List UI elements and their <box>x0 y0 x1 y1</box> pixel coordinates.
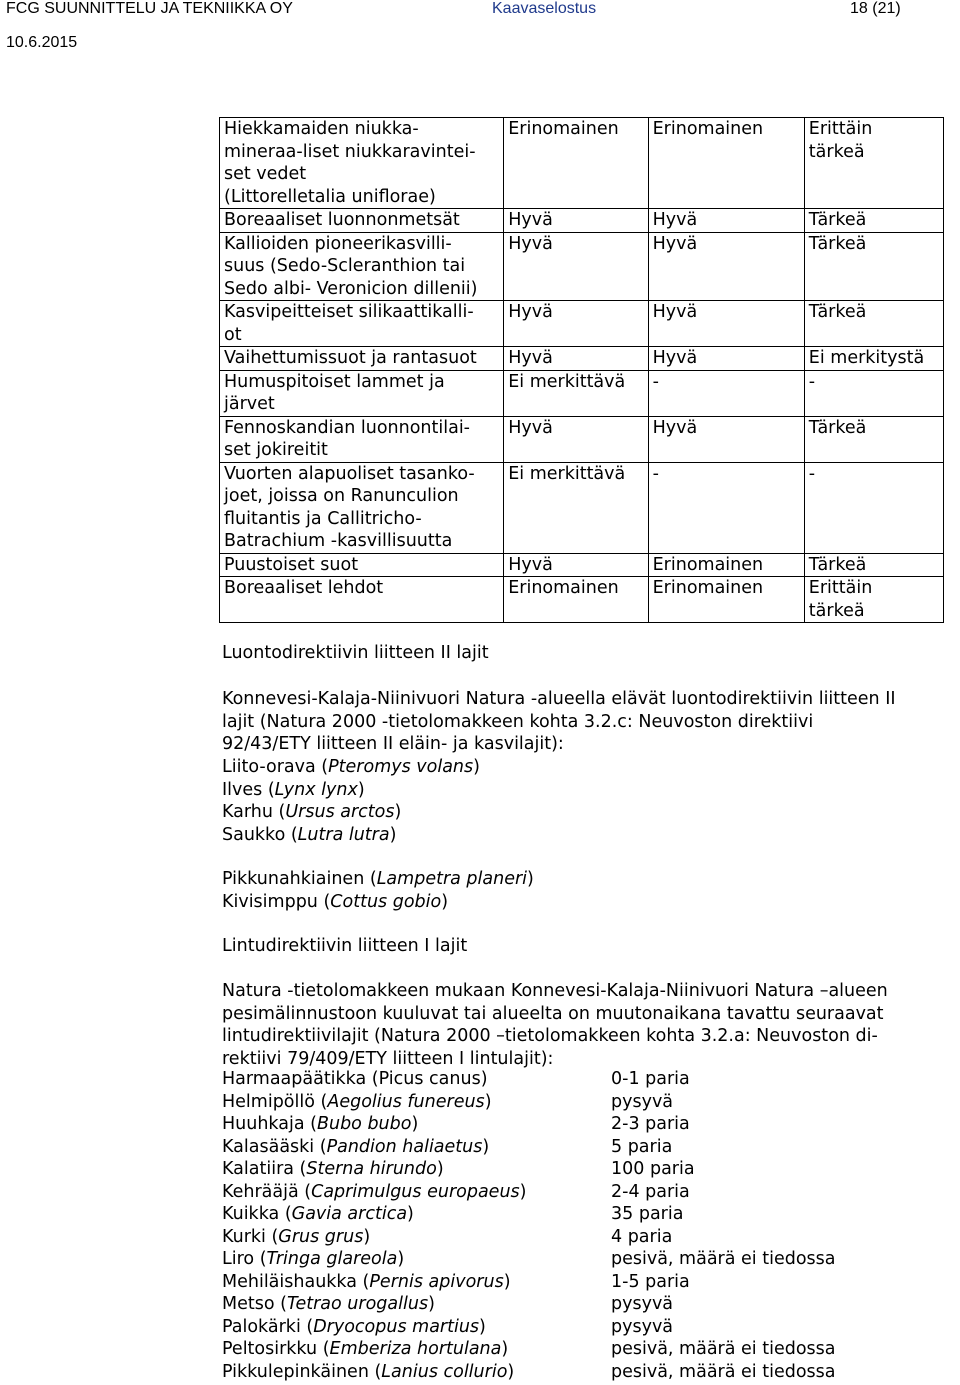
species-line: Palokärki (Dryocopus martius) <box>222 1316 486 1337</box>
importance-cell <box>804 553 943 577</box>
bird-status: 2-3 paria <box>611 1114 690 1134</box>
bird-status: 2-4 paria <box>611 1181 690 1202</box>
bird-status: 5 paria <box>611 1136 673 1157</box>
habitat-name-line: Boreaaliset luonnonmetsät <box>224 210 460 230</box>
bird-status: 1-5 paria <box>611 1271 690 1292</box>
habitat-name-line: Batrachium -kasvillisuutta <box>224 531 453 551</box>
species-common-name: Huuhkaja <box>222 1114 305 1134</box>
table-row <box>220 577 944 623</box>
species-latin-name: Sterna hirundo <box>306 1159 437 1179</box>
species-latin-name: Grus grus <box>278 1226 364 1247</box>
page-header <box>0 0 960 20</box>
species-common-name: Liro <box>222 1249 255 1269</box>
species-common-name: Harmaapäätikka <box>222 1069 367 1089</box>
bird-status: 35 paria <box>611 1204 684 1224</box>
species-common-name: Kuikka <box>222 1204 280 1224</box>
table-row <box>220 347 944 371</box>
table-row <box>220 118 944 209</box>
species-line: Kuikka (Gavia arctica) <box>222 1204 414 1224</box>
habitat-name-line: Fennoskandian luonnontilai- <box>224 417 470 438</box>
species-latin-name: Lutra lutra <box>297 824 390 845</box>
conservation-cell: Erinomainen <box>648 577 804 623</box>
importance-line: Tärkeä <box>808 302 867 322</box>
representativity-cell: Hyvä <box>504 347 648 371</box>
conservation-cell: Hyvä <box>648 301 804 347</box>
species-intro <box>222 688 896 756</box>
species-common-name: Karhu <box>222 802 273 822</box>
species-common-name: Metso <box>222 1294 275 1314</box>
habitat-name-cell <box>220 209 504 233</box>
bird-row <box>222 1271 690 1294</box>
bird-row <box>222 1113 690 1136</box>
habitat-name-line: mineraa-liset niukkaravintei- <box>224 141 476 162</box>
bird-row <box>222 1158 695 1181</box>
representativity-cell: Erinomainen <box>504 118 648 209</box>
importance-cell <box>804 577 943 623</box>
bird-row <box>222 1203 684 1226</box>
habitat-name-line: joet, joissa on Ranunculion <box>224 486 459 506</box>
habitat-name-cell <box>220 232 504 301</box>
habitat-name-line: järvet <box>224 394 275 414</box>
bird-row <box>222 1338 836 1361</box>
table-row <box>220 553 944 577</box>
habitat-name-line: suus (Sedo-Scleranthion tai <box>224 256 466 276</box>
species-heading: Luontodirektiivin liitteen II lajit <box>222 643 489 663</box>
habitat-name-line: fluitantis ja Callitricho- <box>224 508 422 529</box>
conservation-cell: Erinomainen <box>648 118 804 209</box>
bird-status: pysyvä <box>611 1316 674 1337</box>
species-common-name: Helmipöllö <box>222 1091 315 1112</box>
mammal-list <box>222 756 480 846</box>
importance-cell <box>804 118 943 209</box>
species-common-name: Kivisimppu <box>222 891 318 912</box>
species-latin-name: Pandion haliaetus <box>326 1136 483 1157</box>
species-line: Liro (Tringa glareola) <box>222 1249 405 1269</box>
species-line: Peltosirkku (Emberiza hortulana) <box>222 1339 509 1359</box>
importance-cell <box>804 347 943 371</box>
species-common-name: Liito-orava <box>222 757 316 777</box>
species-common-name: Kalasääski <box>222 1136 315 1157</box>
species-line: Kalatiira (Sterna hirundo) <box>222 1159 444 1179</box>
importance-cell <box>804 232 943 301</box>
habitat-name-line: Boreaaliset lehdot <box>224 578 384 598</box>
habitat-name-cell <box>220 370 504 416</box>
species-line: Huuhkaja (Bubo bubo) <box>222 1114 419 1134</box>
species-common-name: Pikkulepinkäinen <box>222 1361 369 1382</box>
birds-intro-line: Natura -tietolomakkeen mukaan Konnevesi-Kalaja-Niinivuori Natura –alueen <box>222 981 888 1001</box>
species-line: Saukko (Lutra lutra) <box>222 824 397 845</box>
habitat-name-cell <box>220 577 504 623</box>
birds-heading: Lintudirektiivin liitteen I lajit <box>222 936 468 956</box>
habitat-name-line: ot <box>224 324 242 345</box>
species-line: Liito-orava (Pteromys volans) <box>222 757 480 777</box>
habitat-name-line: Kasvipeitteiset silikaattikalli- <box>224 302 474 322</box>
species-line: Karhu (Ursus arctos) <box>222 802 402 822</box>
conservation-cell: Hyvä <box>648 232 804 301</box>
importance-line: tärkeä <box>808 141 865 162</box>
species-latin-name: Tetrao urogallus <box>286 1294 429 1314</box>
habitat-name-cell <box>220 462 504 553</box>
page-number: 18 (21) <box>850 0 901 17</box>
habitat-name-line: (Littorelletalia uniflorae) <box>224 186 436 207</box>
habitat-name-cell <box>220 347 504 371</box>
representativity-cell: Erinomainen <box>504 577 648 623</box>
habitat-name-line: set vedet <box>224 164 307 184</box>
bird-row <box>222 1316 674 1339</box>
representativity-cell: Hyvä <box>504 416 648 462</box>
birds-intro <box>222 980 888 1070</box>
bird-row <box>222 1226 673 1249</box>
habitat-name-cell <box>220 553 504 577</box>
bird-row <box>222 1181 690 1204</box>
bird-status: pesivä, määrä ei tiedossa <box>611 1339 836 1359</box>
birds-intro-line: rektiivi 79/409/ETY liitteen I lintulajit): <box>222 1048 554 1069</box>
importance-line: Erittäin <box>808 119 873 139</box>
bird-status: pesivä, määrä ei tiedossa <box>611 1361 836 1382</box>
bird-list <box>222 1068 836 1383</box>
species-latin-name: Pernis apivorus <box>369 1271 504 1292</box>
importance-cell <box>804 416 943 462</box>
table-row <box>220 370 944 416</box>
importance-cell <box>804 462 943 553</box>
importance-line: tärkeä <box>808 600 865 621</box>
habitat-name-line: Puustoiset suot <box>224 554 359 575</box>
representativity-cell: Hyvä <box>504 553 648 577</box>
species-common-name: Mehiläishaukka <box>222 1271 357 1292</box>
birds-intro-line: lintudirektiivilajit (Natura 2000 –tietolomakkeen kohta 3.2.a: Neuvoston di- <box>222 1026 878 1046</box>
habitat-table <box>219 117 944 623</box>
species-intro-line: lajit (Natura 2000 -tietolomakkeen kohta 3.2.c: Neuvoston direktiivi <box>222 711 814 732</box>
table-row <box>220 462 944 553</box>
species-line: Pikkulepinkäinen (Lanius collurio) <box>222 1361 515 1382</box>
species-line: Pikkunahkiainen (Lampetra planeri) <box>222 869 534 889</box>
species-common-name: Kalatiira <box>222 1159 294 1179</box>
bird-row <box>222 1248 836 1271</box>
importance-line: Tärkeä <box>808 554 867 575</box>
species-line: Mehiläishaukka (Pernis apivorus) <box>222 1271 511 1292</box>
habitat-name-line: Hiekkamaiden niukka- <box>224 119 419 139</box>
table-row <box>220 232 944 301</box>
representativity-cell: Hyvä <box>504 232 648 301</box>
habitat-name-line: Humuspitoiset lammet ja <box>224 371 445 392</box>
importance-cell <box>804 370 943 416</box>
species-line: Kurki (Grus grus) <box>222 1226 371 1247</box>
table-row <box>220 209 944 233</box>
importance-line: - <box>808 463 816 484</box>
importance-line: Ei merkitystä <box>808 348 925 368</box>
species-common-name: Peltosirkku <box>222 1339 318 1359</box>
importance-line: Tärkeä <box>808 210 867 230</box>
species-latin-name: Ursus arctos <box>285 802 395 822</box>
species-intro-line: Konnevesi-Kalaja-Niinivuori Natura -alueella elävät luontodirektiivin liitteen II <box>222 689 896 709</box>
bird-status: pysyvä <box>611 1294 674 1314</box>
species-latin-name: Caprimulgus europaeus <box>311 1181 520 1202</box>
species-latin-name: Bubo bubo <box>316 1114 412 1134</box>
species-common-name: Kehrääjä <box>222 1181 299 1202</box>
importance-cell <box>804 301 943 347</box>
bird-status: pysyvä <box>611 1091 674 1112</box>
table-row <box>220 416 944 462</box>
species-line: Ilves (Lynx lynx) <box>222 779 365 800</box>
importance-line: - <box>808 371 816 392</box>
species-latin-name: Aegolius funereus <box>327 1091 485 1112</box>
bird-row <box>222 1068 690 1091</box>
habitat-name-line: Vuorten alapuoliset tasanko- <box>224 463 475 484</box>
species-latin-name: Picus canus <box>378 1069 481 1089</box>
habitat-name-cell <box>220 416 504 462</box>
conservation-cell: Hyvä <box>648 209 804 233</box>
habitat-name-line: Sedo albi- Veronicion dillenii) <box>224 278 478 299</box>
species-line: Metso (Tetrao urogallus) <box>222 1294 435 1314</box>
conservation-cell: Erinomainen <box>648 553 804 577</box>
bird-status: pesivä, määrä ei tiedossa <box>611 1249 836 1269</box>
bird-status: 4 paria <box>611 1226 673 1247</box>
document-type: Kaavaselostus <box>492 0 597 17</box>
bird-row <box>222 1293 674 1316</box>
habitat-name-line: Vaihettumissuot ja rantasuot <box>224 348 477 368</box>
species-common-name: Saukko <box>222 824 286 845</box>
conservation-cell: - <box>648 370 804 416</box>
species-intro-line: 92/43/ETY liitteen II eläin- ja kasvilajit): <box>222 734 564 754</box>
bird-row <box>222 1361 836 1384</box>
importance-line: Tärkeä <box>808 417 867 438</box>
species-latin-name: Pteromys volans <box>328 757 474 777</box>
species-common-name: Ilves <box>222 779 263 800</box>
representativity-cell: Ei merkittävä <box>504 462 648 553</box>
bird-row <box>222 1091 674 1114</box>
importance-line: Erittäin <box>808 578 873 598</box>
importance-cell <box>804 209 943 233</box>
conservation-cell: Hyvä <box>648 347 804 371</box>
habitat-name-line: set jokireitit <box>224 440 328 460</box>
birds-intro-line: pesimälinnustoon kuuluvat tai alueelta on muutonaikana tavattu seuraavat <box>222 1003 884 1024</box>
importance-line: Tärkeä <box>808 233 867 254</box>
species-common-name: Palokärki <box>222 1316 301 1337</box>
species-latin-name: Emberiza hortulana <box>329 1339 502 1359</box>
bird-status: 100 paria <box>611 1159 695 1179</box>
species-line: Kalasääski (Pandion haliaetus) <box>222 1136 490 1157</box>
bird-row <box>222 1136 673 1159</box>
representativity-cell: Hyvä <box>504 301 648 347</box>
table-row <box>220 301 944 347</box>
species-latin-name: Lanius collurio <box>381 1361 508 1382</box>
conservation-cell: - <box>648 462 804 553</box>
species-latin-name: Gavia arctica <box>291 1204 408 1224</box>
fish-list <box>222 868 534 913</box>
habitat-name-line: Kallioiden pioneerikasvilli- <box>224 233 452 254</box>
species-latin-name: Cottus gobio <box>330 891 442 912</box>
representativity-cell: Ei merkittävä <box>504 370 648 416</box>
species-common-name: Pikkunahkiainen <box>222 869 365 889</box>
representativity-cell: Hyvä <box>504 209 648 233</box>
species-line: Kivisimppu (Cottus gobio) <box>222 891 449 912</box>
species-latin-name: Dryocopus martius <box>313 1316 480 1337</box>
habitat-name-cell <box>220 301 504 347</box>
species-latin-name: Lynx lynx <box>274 779 358 800</box>
species-latin-name: Tringa glareola <box>266 1249 398 1269</box>
species-line: Helmipöllö (Aegolius funereus) <box>222 1091 492 1112</box>
conservation-cell: Hyvä <box>648 416 804 462</box>
species-line: Kehrääjä (Caprimulgus europaeus) <box>222 1181 527 1202</box>
species-common-name: Kurki <box>222 1226 266 1247</box>
species-line: Harmaapäätikka (Picus canus) <box>222 1069 488 1089</box>
document-date: 10.6.2015 <box>6 34 78 51</box>
bird-status: 0-1 paria <box>611 1069 690 1089</box>
habitat-name-cell <box>220 118 504 209</box>
company-name: FCG SUUNNITTELU JA TEKNIIKKA OY <box>6 0 293 17</box>
species-latin-name: Lampetra planeri <box>376 869 528 889</box>
